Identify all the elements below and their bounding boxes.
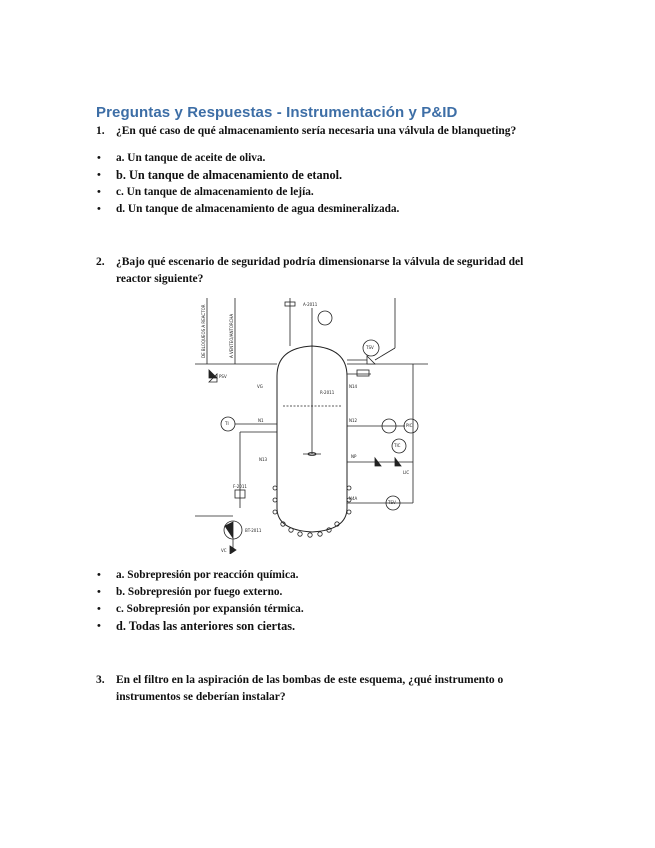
option-text: b. Un tanque de almacenamiento de etanol. <box>116 168 343 182</box>
question-2-option-d <box>96 618 304 635</box>
pic-tag: PIC <box>406 423 413 428</box>
option-text: d. Un tanque de almacenamiento de agua desmineralizada. <box>116 203 400 215</box>
question-2-option-c <box>96 601 304 618</box>
nozzle-tag: N4A <box>349 496 358 501</box>
option-text: a. Un tanque de aceite de oliva. <box>116 152 266 164</box>
question-3-number: 3. <box>96 674 105 686</box>
nozzle-tag: VG <box>257 384 263 389</box>
option-text: c. Un tanque de almacenamiento de lejía. <box>116 186 314 198</box>
bullet-icon: • <box>97 203 101 215</box>
question-1-option-a <box>96 150 399 167</box>
question-1-options <box>96 150 399 218</box>
page-title: Preguntas y Respuestas - Instrumentación y P&ID <box>96 104 458 121</box>
drain-tag: VC <box>221 548 227 553</box>
question-2-option-b <box>96 584 304 601</box>
question-1-text: ¿En qué caso de qué almacenamiento sería necesaria una válvula de blanqueting? <box>116 125 517 137</box>
reactor-pid-diagram <box>195 298 428 554</box>
pid-side-text-2: A VENTEO/ANTORCHA <box>229 313 234 358</box>
jacket-coils <box>273 486 351 537</box>
ti-tag: TI <box>225 421 229 426</box>
option-text: b. Sobrepresión por fuego externo. <box>116 586 283 598</box>
question-3 <box>96 672 536 706</box>
pump-tag: BT-2011 <box>245 528 262 533</box>
tic-tag: TIC <box>394 443 401 448</box>
question-1-option-d <box>96 201 399 218</box>
option-text: d. Todas las anteriores son ciertas. <box>116 619 296 633</box>
agitator-tag: A-2011 <box>303 302 318 307</box>
nozzle-tag: NP <box>351 454 357 459</box>
agitator-motor <box>318 311 332 325</box>
bullet-icon: • <box>97 586 101 598</box>
bullet-icon: • <box>97 569 101 581</box>
psv-tag: PSV <box>219 374 227 379</box>
question-3-text: En el filtro en la aspiración de las bombas de este esquema, ¿qué instrumento o instrumentos se deberían instalar? <box>116 674 504 703</box>
bullet-icon: • <box>97 186 101 198</box>
question-2-option-a <box>96 567 304 584</box>
question-1-option-c <box>96 184 399 201</box>
question-2-number: 2. <box>96 256 105 268</box>
bullet-icon: • <box>97 152 101 164</box>
option-text: c. Sobrepresión por expansión térmica. <box>116 603 304 615</box>
question-2-text: ¿Bajo qué escenario de seguridad podría dimensionarse la válvula de seguridad del reactor siguiente? <box>116 256 524 285</box>
bullet-icon: • <box>97 603 101 615</box>
option-text: a. Sobrepresión por reacción química. <box>116 569 299 581</box>
lic-tag: TSV <box>388 500 396 505</box>
vg-tag: LIC <box>403 470 410 475</box>
question-1-option-b <box>96 167 399 184</box>
nozzle-tag: N14 <box>349 384 358 389</box>
bullet-icon: • <box>97 169 101 181</box>
question-1-number: 1. <box>96 125 105 137</box>
bullet-icon: • <box>97 620 101 632</box>
question-2 <box>96 254 546 288</box>
reactor-tag: R-2011 <box>320 390 335 395</box>
nozzle-tag: N12 <box>349 418 358 423</box>
filter-tag: F-2011 <box>233 484 247 489</box>
tsv-tag: TSV <box>366 345 374 350</box>
question-2-options <box>96 567 304 635</box>
nozzle-tag: N1 <box>258 418 264 423</box>
question-1 <box>96 123 546 140</box>
pid-side-text-1: DE BLOQUEOS A REACTOR <box>201 304 206 358</box>
nozzle-tag: N13 <box>259 457 268 462</box>
